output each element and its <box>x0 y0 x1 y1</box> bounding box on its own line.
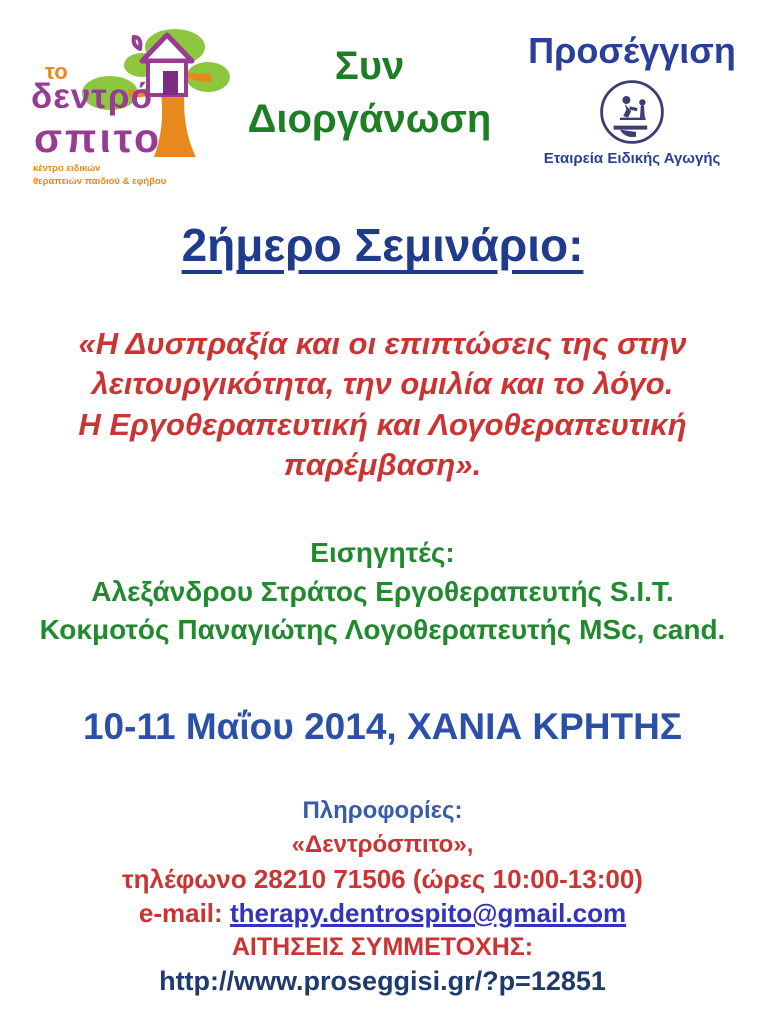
topic-line3: Η Εργοθεραπευτική και Λογοθεραπευτική <box>78 406 687 442</box>
topic-line4: παρέμβαση». <box>283 446 482 482</box>
speaker-1: Αλεξάνδρου Στράτος Εργοθεραπευτής S.I.T. <box>91 575 674 607</box>
proseggisi-emblem-icon <box>596 76 668 148</box>
logo-word-to: το <box>45 59 68 84</box>
logo-tagline-line1: κέντρο ειδικών <box>33 163 101 174</box>
seminar-title: 2ήμερο Σεμινάριο: <box>181 219 584 271</box>
speaker-2: Κοκμοτός Παναγιώτης Λογοθεραπευτής MSc, cand. <box>39 614 726 646</box>
topic-line1: «Η Δυσπραξία και οι επιπτώσεις της στην <box>78 326 687 361</box>
date-location: 10-11 Μαΐου 2014, ΧΑΝΙΑ ΚΡΗΤΗΣ <box>82 706 683 747</box>
speakers-block <box>0 534 765 650</box>
seminar-topic <box>0 324 765 485</box>
proseggisi-logo <box>502 30 762 167</box>
email-label: e-mail: <box>138 898 223 928</box>
info-phone-line: τηλέφωνο 28210 71506 (ώρες 10:00-13:00) <box>122 864 643 894</box>
applications-label: ΑΙΤΗΣΕΙΣ ΣΥΜΜΕΤΟΧΗΣ: <box>231 933 534 961</box>
logo-tagline-line2: θεραπειών παιδιού & εφήβου <box>33 175 167 187</box>
info-email-line <box>0 896 765 930</box>
dentrospito-logo <box>25 25 230 195</box>
co-organization-label <box>222 40 517 146</box>
logo-tagline <box>33 163 223 189</box>
registration-url[interactable]: http://www.proseggisi.gr/?p=12851 <box>159 966 606 996</box>
email-link[interactable]: therapy.dentrospito@gmail.com <box>229 898 627 928</box>
proseggisi-subtitle: Εταιρεία Ειδικής Αγωγής <box>543 150 721 167</box>
proseggisi-title: Προσέγγιση <box>528 30 736 71</box>
co-organization-line1: Συν <box>334 44 405 88</box>
logo-word-dentro: δεντρό <box>31 77 153 116</box>
topic-line2: λειτουργικότητα, την ομιλία και το λόγο. <box>91 366 674 402</box>
info-block <box>0 794 765 998</box>
logo-word-spito: σπιτο <box>34 115 163 161</box>
co-organization-line2: Διοργάνωση <box>247 96 492 141</box>
info-org-name: «Δεντρόσπιτο», <box>291 831 474 858</box>
info-heading: Πληροφορίες: <box>302 797 463 824</box>
speakers-heading: Εισηγητές: <box>310 537 455 568</box>
